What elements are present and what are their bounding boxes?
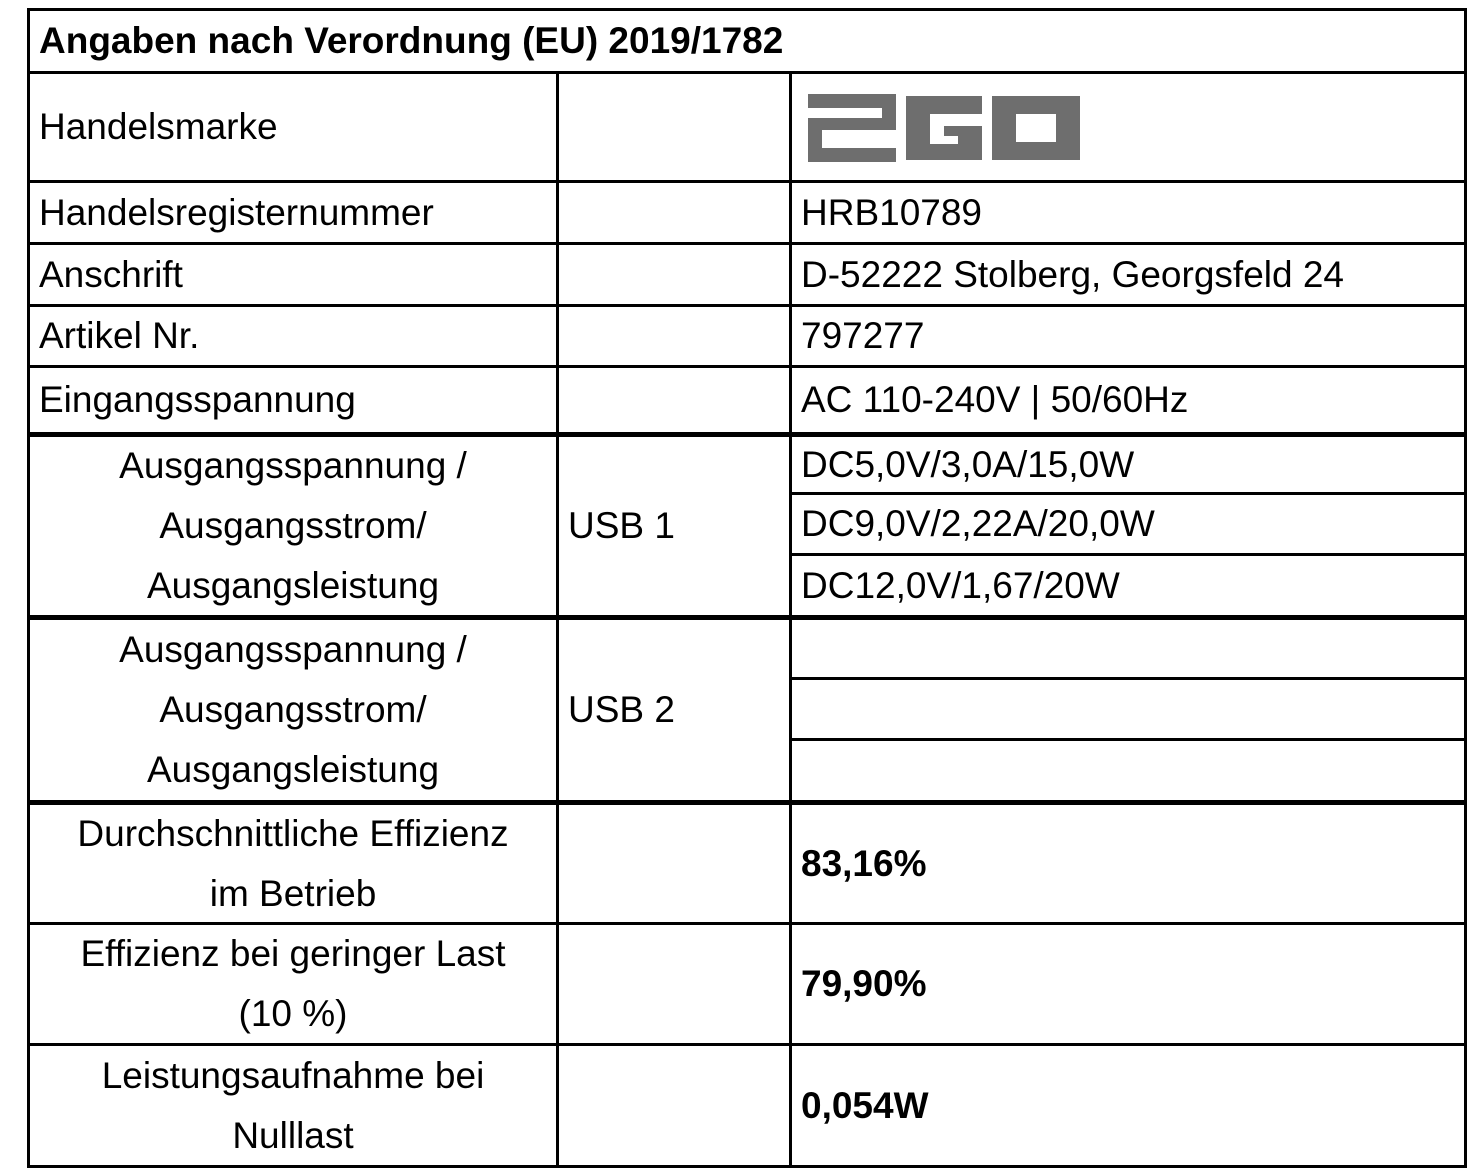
usb1-output-label bbox=[30, 437, 556, 615]
article-value: 797277 bbox=[801, 315, 925, 356]
usb1-port: USB 1 bbox=[568, 505, 675, 546]
usb2-label-line: Ausgangsspannung / bbox=[119, 629, 467, 670]
no-load-power-value: 0,054W bbox=[801, 1084, 929, 1126]
avg-efficiency-label-line: Durchschnittliche Effizienz bbox=[77, 812, 509, 854]
usb2-value bbox=[792, 741, 1464, 800]
low-load-label-line: Effizienz bei geringer Last bbox=[80, 933, 506, 974]
usb1-label-line: Ausgangsleistung bbox=[146, 565, 440, 606]
no-load-label-line: Leistungsaufnahme bei bbox=[101, 1054, 485, 1096]
low-load-efficiency-label bbox=[30, 925, 556, 1043]
avg-efficiency-label-line: im Betrieb bbox=[209, 872, 377, 914]
avg-efficiency-label bbox=[30, 805, 556, 922]
address-value: D-52222 Stolberg, Georgsfeld 24 bbox=[801, 253, 1345, 295]
article-label: Artikel Nr. bbox=[39, 315, 200, 356]
avg-efficiency-value: 83,16% bbox=[801, 842, 927, 884]
usb2-label-line: Ausgangsstrom/ bbox=[159, 689, 427, 730]
register-label: Handelsregisternummer bbox=[39, 191, 434, 233]
usb2-value bbox=[792, 620, 1464, 677]
usb1-value: DC5,0V/3,0A/15,0W bbox=[801, 443, 1135, 485]
2go-logo-icon bbox=[804, 90, 1084, 166]
low-load-label-line: (10 %) bbox=[238, 993, 348, 1034]
input-voltage-value: AC 110-240V | 50/60Hz bbox=[801, 379, 1189, 420]
no-load-label-line: Nulllast bbox=[232, 1114, 354, 1156]
low-load-efficiency-value: 79,90% bbox=[801, 963, 927, 1004]
spec-table bbox=[27, 8, 1467, 1168]
usb1-label-line: Ausgangsspannung / bbox=[119, 445, 467, 486]
usb2-output-label bbox=[30, 620, 556, 800]
usb2-value bbox=[792, 680, 1464, 738]
brand-label: Handelsmarke bbox=[39, 106, 278, 147]
usb1-value: DC12,0V/1,67/20W bbox=[801, 564, 1120, 606]
usb1-label-line: Ausgangsstrom/ bbox=[159, 505, 427, 546]
usb1-value: DC9,0V/2,22A/20,0W bbox=[801, 503, 1155, 544]
no-load-power-label bbox=[30, 1046, 556, 1165]
usb2-label-line: Ausgangsleistung bbox=[146, 749, 440, 790]
address-label: Anschrift bbox=[39, 253, 183, 295]
usb2-port: USB 2 bbox=[568, 689, 675, 730]
register-value: HRB10789 bbox=[801, 191, 983, 233]
brand-logo bbox=[804, 90, 1084, 171]
input-voltage-label: Eingangsspannung bbox=[39, 379, 356, 420]
table-title: Angaben nach Verordnung (EU) 2019/1782 bbox=[39, 20, 784, 61]
